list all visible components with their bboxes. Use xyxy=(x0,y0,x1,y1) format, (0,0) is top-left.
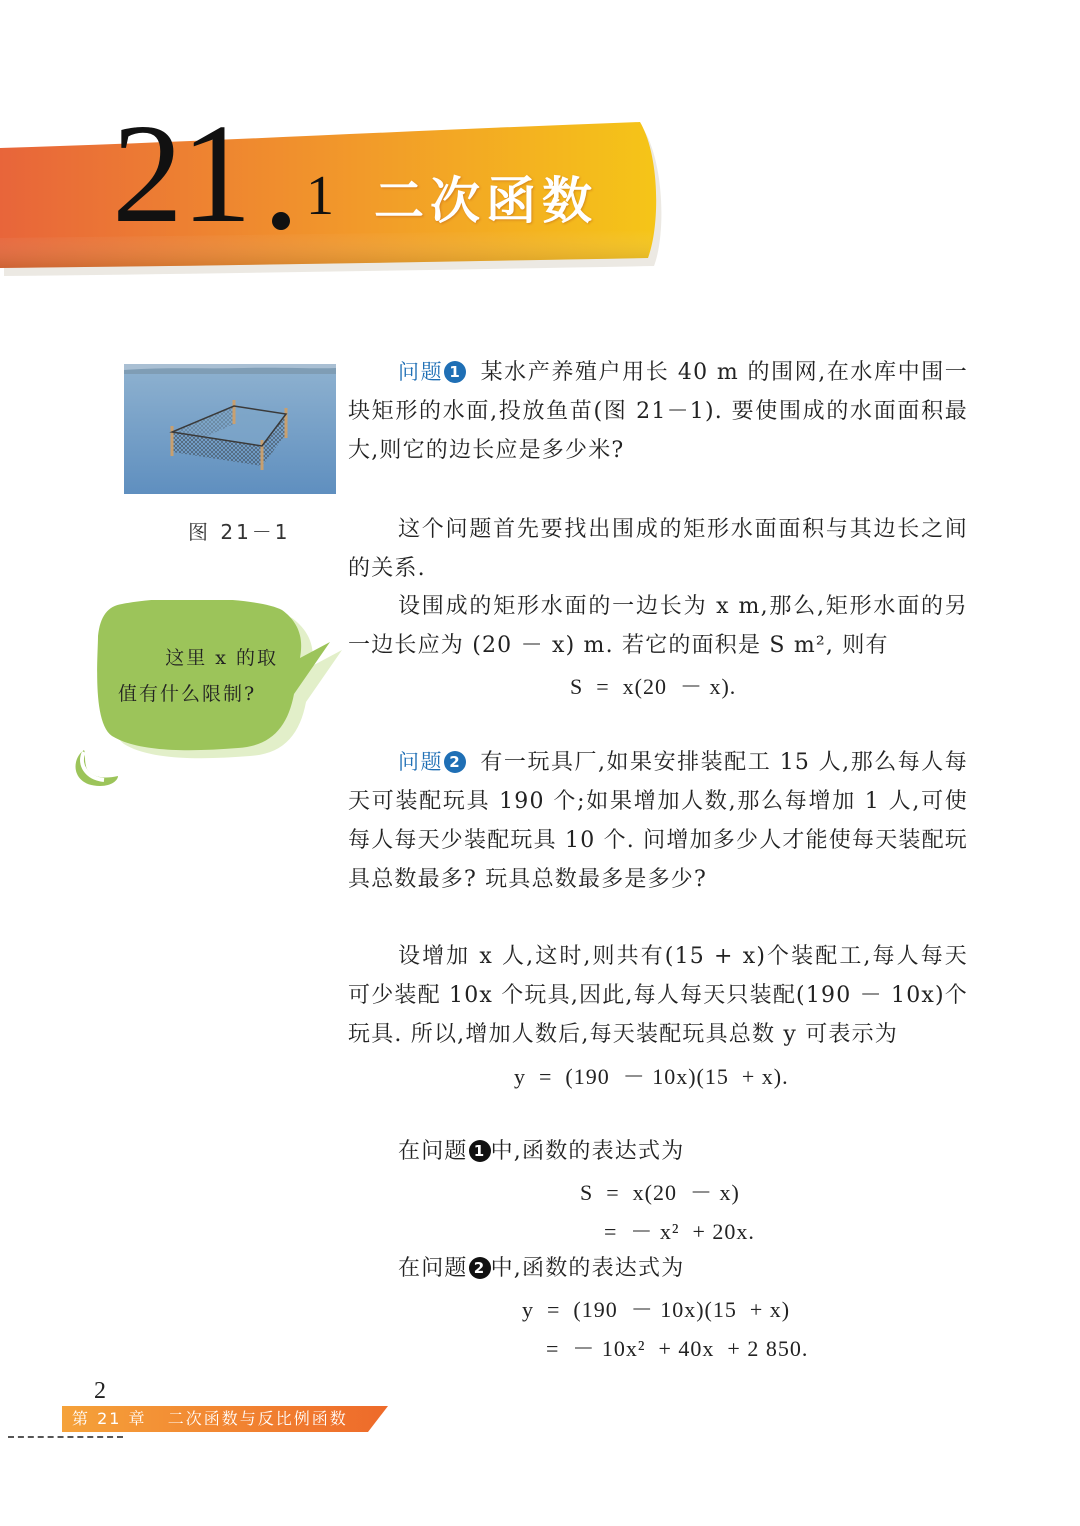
problem-2 xyxy=(348,743,968,899)
summary-2-pre: 在问题 xyxy=(398,1256,468,1281)
section-number-dot xyxy=(272,212,290,230)
problem-1-label: 问题 xyxy=(398,360,444,384)
analysis-1-text-1: 这个问题首先要找出围成的矩形水面面积与其边长之间的关系. xyxy=(348,517,968,581)
section-number-major: 21 xyxy=(112,94,250,252)
bubble-question xyxy=(118,640,278,712)
summary-eq-1b: = － x² + 20x. xyxy=(604,1219,755,1244)
summary-2-badge: 2 xyxy=(469,1257,491,1279)
equation-toys: y = (190 － 10x)(15 + x). xyxy=(514,1064,789,1089)
problem-1-text: 某水产养殖户用长 40 m 的围网,在水库中围一块矩形的水面,投放鱼苗(图 21－1). 要使围成的水面面积最大,则它的边长应是多少米? xyxy=(348,360,968,463)
equation-area: S = x(20 － x). xyxy=(570,674,737,699)
summary-2-post: 中,函数的表达式为 xyxy=(490,1256,685,1281)
bubble-line-2: 值有什么限制? xyxy=(118,683,257,705)
problem-2-label: 问题 xyxy=(398,750,444,774)
summary-line-1 xyxy=(348,1132,968,1171)
problem-1-badge: 1 xyxy=(444,361,466,383)
summary-1-badge: 1 xyxy=(469,1140,491,1162)
summary-eq-2a: y = (190 － 10x)(15 + x) xyxy=(522,1297,791,1322)
summary-line-2 xyxy=(348,1249,968,1288)
analysis-1-para-2 xyxy=(348,587,968,665)
problem-2-text: 有一玩具厂,如果安排装配工 15 人,那么每人每天可装配玩具 190 个;如果增加人数,那么每增加 1 人,可使每人每天少装配玩具 10 个. 问增加多少人才能使每天装配玩具总数最多? 玩具总数最多是多少? xyxy=(348,750,968,892)
summary-eq-2b: = － 10x² + 40x + 2 850. xyxy=(546,1336,809,1361)
analysis-1-text-2: 设围成的矩形水面的一边长为 x m,那么,矩形水面的另一边长应为 (20 － x) m. 若它的面积是 S m², 则有 xyxy=(348,594,968,658)
analysis-1-para-1 xyxy=(348,510,968,588)
footer-chapter-title: 第 21 章 二次函数与反比例函数 xyxy=(72,1409,348,1428)
problem-2-badge: 2 xyxy=(444,751,466,773)
analysis-2-para xyxy=(348,937,968,1054)
summary-1-post: 中,函数的表达式为 xyxy=(490,1139,685,1164)
section-number-minor: 1 xyxy=(306,165,334,227)
analysis-2-text: 设增加 x 人,这时,则共有(15 + x)个装配工,每人每天可少装配 10x 个玩具,因此,每人每天只装配(190 － 10x)个玩具. 所以,增加人数后,每天装配玩具总数 y 可表示为 xyxy=(348,944,968,1047)
summary-1-pre: 在问题 xyxy=(398,1139,468,1164)
problem-1 xyxy=(348,353,968,470)
fish-pen-illustration xyxy=(124,364,336,494)
summary-eq-1a: S = x(20 － x) xyxy=(580,1180,740,1205)
figure-caption: 图 21－1 xyxy=(188,520,291,544)
page-number: 2 xyxy=(94,1378,106,1404)
bubble-line-1: 这里 x 的取 xyxy=(165,647,278,669)
section-title: 二次函数 xyxy=(374,172,598,230)
footer-dashed-line xyxy=(8,1436,123,1438)
